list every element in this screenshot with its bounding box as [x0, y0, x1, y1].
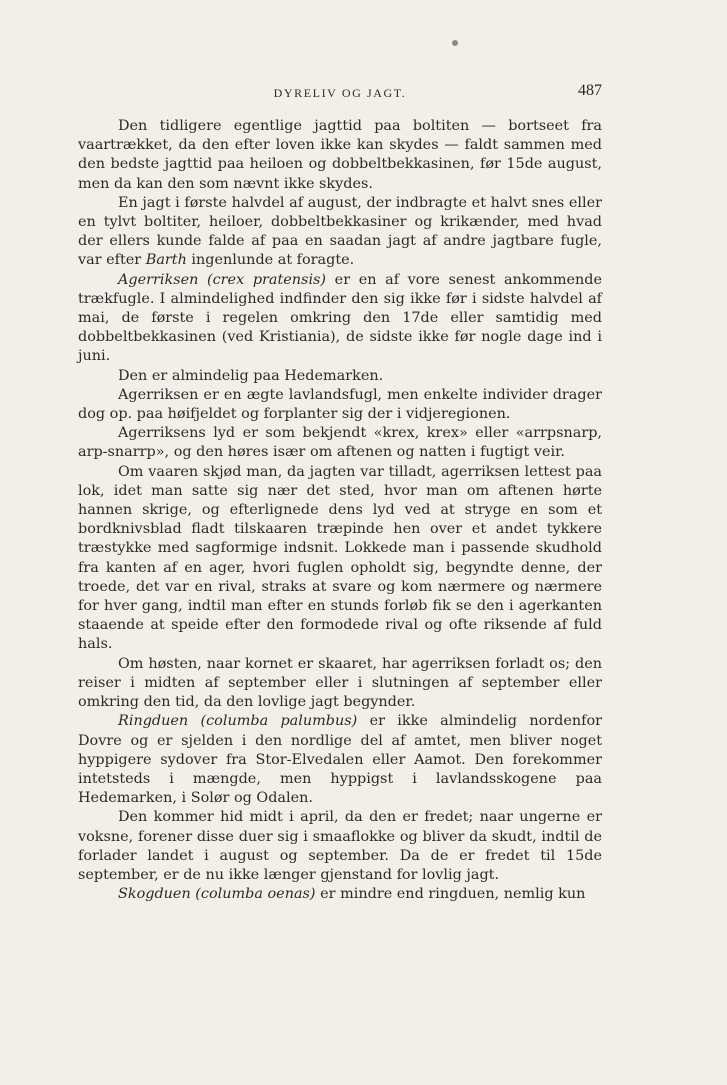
text-run: er ikke almindelig nordenfor Dovre og er sjelden i den nordlige del af amtet, men bliver noget hyppigere sydover fra Stor-Elvedalen eller Aamot. Den forekommer intetsteds i mængde, men hyppigst i lavlandsskogene paa Hedemarken, i Solør og Odalen. [78, 713, 602, 807]
italic-term: Skogduen (columba oenas) [118, 886, 316, 903]
text-run: En jagt i første halvdel af august, der indbragte et halvt snes eller en tylvt boltiter, heiloer, dobbeltbekkasiner og krikænder, med hvad der ellers kunde falde af paa en saadan jagt af andre jagtbare fugle, var efter [78, 194, 602, 269]
ink-speck [452, 40, 458, 46]
text-run: er en af vore senest ankommende trækfugle. I almindelighed indfinder den sig ikke før i sidste halvdel af mai, de første i regelen omkring den 17de eller samtidig med dobbeltbekkasinen (ved Kristiania), de sidste ikke før nogle dage ind i juni. [78, 271, 602, 365]
text-run: Agerriksens lyd er som bekjendt «krex, krex» eller «arrpsnarp, arp-snarrp», og den høres især om aftenen og natten i fugtigt veir. [78, 425, 602, 461]
running-header [78, 82, 602, 102]
text-run: Om vaaren skjød man, da jagten var tilladt, agerriksen lettest paa lok, idet man satte sig nær det sted, hvor man om aftenen hørte hannen skrige, og efterlignede dens lyd ved at stryge en som et bordknivsblad fladt tilskaaren træpinde hen over et andet tykkere træstykke med sagformige indsnit. Lokkede man i passende skudhold fra kanten af en ager, hvori fuglen opholdt sig, begyndte denne, der troede, det var en rival, straks at svare og kom nærmere og nærmere for hver gang, indtil man efter en stunds forløb fik se den i agerkanten staaende at speide efter den formodede rival og ofte riksende af fuld hals. [78, 463, 602, 653]
paragraph [78, 463, 602, 655]
paragraph [78, 367, 602, 386]
text-run: Om høsten, naar kornet er skaaret, har agerriksen forladt os; den reiser i midten af september eller i slutningen af september eller omkring den tid, da den lovlige jagt begynder. [78, 655, 602, 711]
paragraph [78, 194, 602, 271]
paragraph [78, 712, 602, 808]
italic-term: Ringduen (columba palumbus) [118, 713, 358, 730]
page-number: 487 [578, 82, 602, 99]
paragraph [78, 885, 602, 904]
paragraph [78, 271, 602, 367]
text-run: Den tidligere egentlige jagttid paa boltiten — bortseet fra vaartrækket, da den efter loven ikke kan skydes — faldt sammen med den bedste jagttid paa heiloen og dobbeltbekkasinen, før 15de august, men da kan den som nævnt ikke skydes. [78, 118, 602, 192]
paragraph [78, 386, 602, 424]
paragraph [78, 808, 602, 885]
paragraph [78, 424, 602, 462]
text-run: Den kommer hid midt i april, da den er fredet; naar ungerne er voksne, forener disse duer sig i smaaflokke og bliver da skudt, indtil de forlader landet i august og september. Da de er fredet til 15de september, er de nu ikke længer gjenstand for lovlig jagt. [78, 809, 602, 883]
text-run: Agerriksen er en ægte lavlandsfugl, men enkelte individer drager dog op. paa høifjeldet og forplanter sig der i vidjeregionen. [78, 386, 602, 423]
paragraph [78, 655, 602, 713]
text-run: Den er almindelig paa Hedemarken. [118, 367, 384, 384]
italic-term: Agerriksen (crex pratensis) [118, 271, 327, 288]
italic-term: Barth [145, 252, 187, 269]
text-run: er mindre end ringduen, nemlig kun [315, 886, 586, 903]
running-title: DYRELIV OG JAGT. [273, 86, 407, 100]
paragraph [78, 117, 602, 194]
body-text [78, 117, 602, 904]
text-run: ingenlunde at foragte. [186, 252, 355, 269]
